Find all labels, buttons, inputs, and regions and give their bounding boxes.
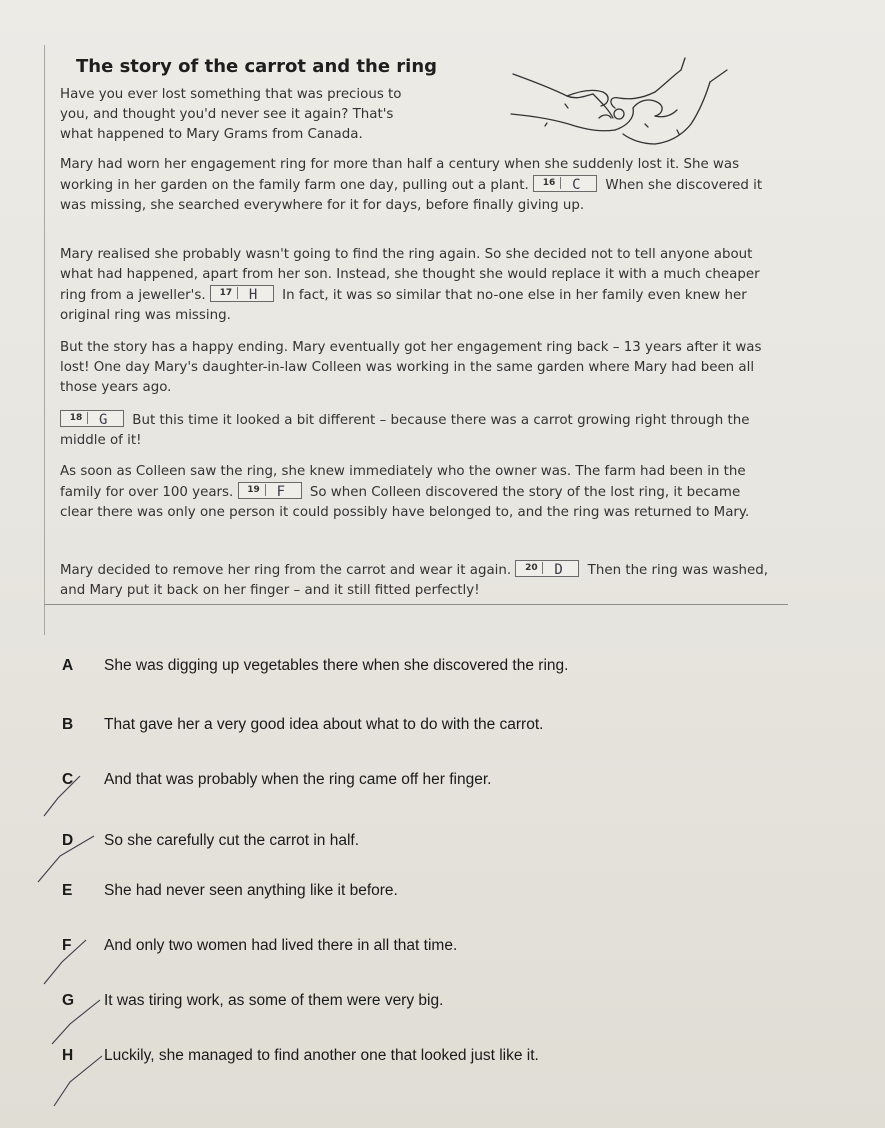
article-title: The story of the carrot and the ring xyxy=(76,56,438,77)
paragraph-1: Have you ever lost something that was precious to you, and thought you'd never see it again? That's what happened to Mary Grams from Canada. xyxy=(60,87,402,142)
option-text: She had never seen anything like it before. xyxy=(104,882,398,899)
paragraph-4: But the story has a happy ending. Mary eventually got her engagement ring back – 13 years after it was lost! One day Mary's daughter-in-law Colleen was working in the same garden where Mary had been all those years ago. xyxy=(60,340,762,395)
option-c[interactable] xyxy=(62,771,491,789)
paragraph-2-text-b: When she discovered it was missing, she searched everywhere for it for days, before finally giving up. xyxy=(60,178,763,213)
option-g[interactable] xyxy=(62,992,443,1010)
option-letter: A xyxy=(62,657,74,674)
option-text: Luckily, she managed to find another one that looked just like it. xyxy=(104,1047,539,1064)
gap-20-answer-box[interactable] xyxy=(515,560,579,577)
paragraph-7-text-a: Mary decided to remove her ring from the carrot and wear it again. xyxy=(60,563,512,578)
paragraph-5-text: But this time it looked a bit different – because there was a carrot growing right through the middle of it! xyxy=(60,413,750,448)
gap-18-answer-box[interactable] xyxy=(60,410,124,427)
handwritten-answer: H xyxy=(248,287,258,303)
option-e[interactable] xyxy=(62,882,398,900)
paragraph-2-text-a: Mary had worn her engagement ring for more than half a century when she suddenly lost it. She was working in her garden on the family farm one day, pulling out a plant. xyxy=(60,157,740,193)
handwritten-answer: C xyxy=(572,177,581,193)
gap-17-answer-box[interactable] xyxy=(210,285,274,302)
pencil-tick-icon xyxy=(34,832,98,886)
gap-number: 20 xyxy=(520,562,543,574)
paragraph-6-text-b: So when Colleen discovered the story of the lost ring, it became clear there was only one person it could possibly have belonged to, and the ring was returned to Mary. xyxy=(60,485,750,520)
gap-number: 19 xyxy=(243,484,266,496)
paragraph-6 xyxy=(60,462,772,523)
paragraph-5 xyxy=(60,410,772,451)
option-letter: C xyxy=(62,771,74,788)
option-text: And that was probably when the ring came off her finger. xyxy=(104,771,492,788)
option-letter: B xyxy=(62,716,74,733)
handwritten-answer: G xyxy=(99,412,108,428)
gap-number: 16 xyxy=(538,177,561,189)
option-letter: E xyxy=(62,882,73,899)
option-letter: F xyxy=(62,937,72,954)
option-letter: D xyxy=(62,832,74,849)
handwritten-answer: F xyxy=(276,484,285,500)
option-text: She was digging up vegetables there when she discovered the ring. xyxy=(104,657,569,674)
option-text: It was tiring work, as some of them were very big. xyxy=(104,992,444,1009)
option-text: So she carefully cut the carrot in half. xyxy=(104,832,360,849)
pencil-tick-icon xyxy=(48,996,104,1048)
option-text: And only two women had lived there in all that time. xyxy=(104,937,458,954)
paragraph-7 xyxy=(60,560,772,601)
gap-number: 17 xyxy=(215,287,238,299)
handwritten-answer: D xyxy=(554,562,563,578)
pencil-tick-icon xyxy=(40,770,84,820)
option-f[interactable] xyxy=(62,937,457,955)
option-d[interactable] xyxy=(62,832,359,850)
option-h[interactable] xyxy=(62,1047,539,1065)
paragraph-6-text-a: As soon as Colleen saw the ring, she knew immediately who the owner was. The farm had been in the family for over 100 years. xyxy=(60,464,746,500)
gap-19-answer-box[interactable] xyxy=(238,482,302,499)
hands-holding-ring-illustration xyxy=(505,52,735,157)
option-letter: H xyxy=(62,1047,74,1064)
option-a[interactable] xyxy=(62,657,568,675)
paragraph-7-text-b: Then the ring was washed, and Mary put it back on her finger – and it still fitted perfectly! xyxy=(60,563,769,598)
margin-rule xyxy=(44,45,45,635)
option-b[interactable] xyxy=(62,716,543,734)
gap-number: 18 xyxy=(65,412,88,424)
paragraph-3-text-a: Mary realised she probably wasn't going to find the ring again. So she decided not to tell anyone about what had happened, apart from her son. Instead, she thought she would replace it with a much cheaper ring from a jeweller's. xyxy=(60,247,760,303)
option-letter: G xyxy=(62,992,75,1009)
paragraph-2 xyxy=(60,155,772,216)
section-divider xyxy=(44,604,788,605)
gap-16-answer-box[interactable] xyxy=(533,175,597,192)
pencil-tick-icon xyxy=(40,936,90,988)
paragraph-3 xyxy=(60,245,772,326)
paragraph-3-text-b: In fact, it was so similar that no-one else in her family even knew her original ring was missing. xyxy=(60,288,747,323)
pencil-tick-icon xyxy=(50,1052,106,1110)
option-text: That gave her a very good idea about what to do with the carrot. xyxy=(104,716,544,733)
